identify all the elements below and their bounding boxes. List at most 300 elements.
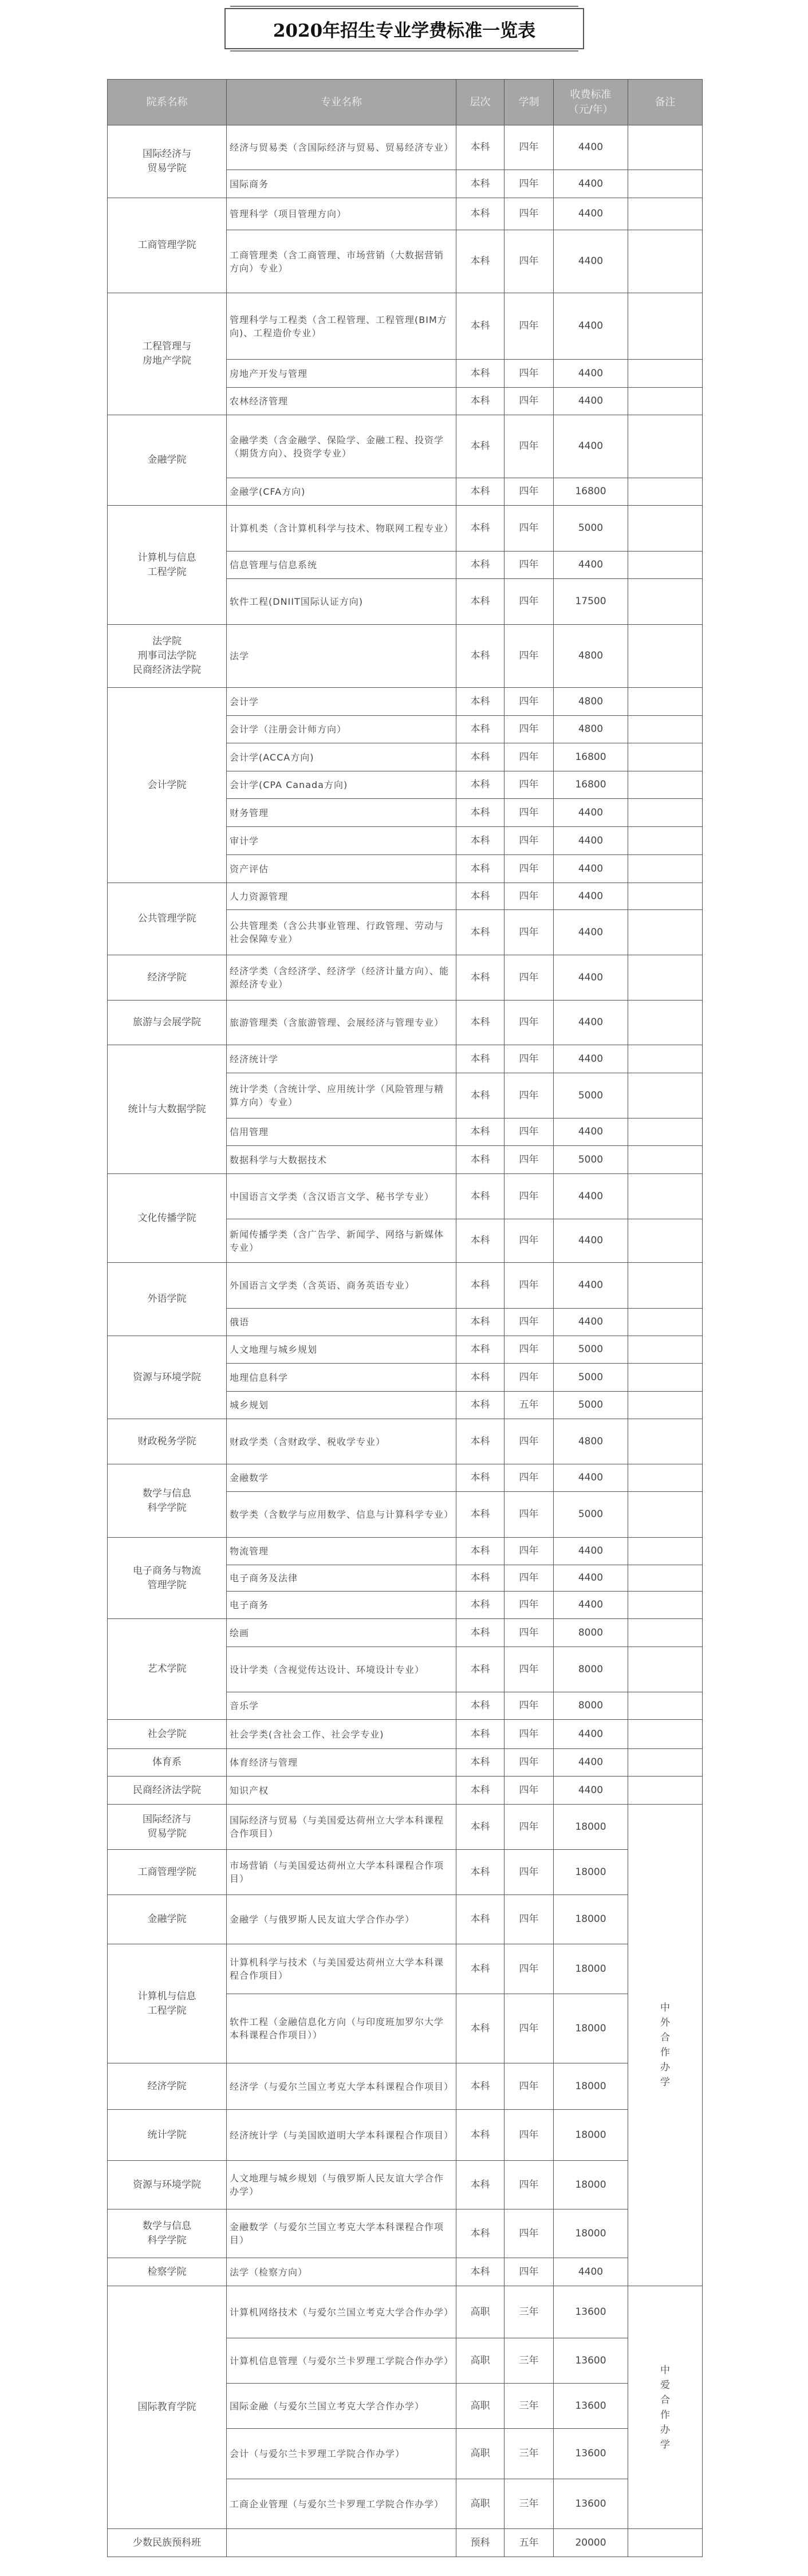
level-cell: 高职 [456, 2384, 504, 2429]
remark-cell [628, 579, 703, 625]
college-cell: 数学与信息 科学学院 [108, 2209, 227, 2258]
table-row [108, 2258, 703, 2286]
level-cell: 本科 [456, 2063, 504, 2110]
major-name-cell: 地理信息科学 [227, 1364, 456, 1392]
level-cell: 高职 [456, 2286, 504, 2338]
duration-cell: 四年 [504, 198, 554, 230]
major-name-cell: 农林经济管理 [227, 388, 456, 415]
level-cell: 本科 [456, 1336, 504, 1364]
fee-cell: 4400 [554, 910, 628, 955]
college-cell: 民商经济法学院 [108, 1777, 227, 1805]
major-name-cell: 设计学类（含视觉传达设计、环境设计专业） [227, 1647, 456, 1692]
level-cell: 本科 [456, 688, 504, 716]
duration-cell: 四年 [504, 1045, 554, 1073]
fee-cell: 17500 [554, 579, 628, 625]
level-cell: 本科 [456, 855, 504, 883]
level-cell: 本科 [456, 2110, 504, 2161]
level-cell: 本科 [456, 955, 504, 1001]
major-name-cell: 人力资源管理 [227, 883, 456, 910]
fee-cell: 4400 [554, 1464, 628, 1492]
remark-cell [628, 1492, 703, 1538]
major-name-cell: 管理科学（项目管理方向） [227, 198, 456, 230]
major-name-cell: 财政学类（含财政学、税收学专业） [227, 1419, 456, 1464]
fee-cell: 18000 [554, 1850, 628, 1895]
fee-cell: 18000 [554, 1895, 628, 1944]
major-name-cell: 计算机科学与技术（与美国爱达荷州立大学本科课程合作项目） [227, 1944, 456, 1994]
remark-text: 中外合作办学 [660, 2002, 670, 2088]
duration-cell: 四年 [504, 1001, 554, 1045]
fee-cell: 8000 [554, 1619, 628, 1647]
college-cell: 金融学院 [108, 415, 227, 506]
major-name-cell: 新闻传播学类（含广告学、新闻学、网络与新媒体专业） [227, 1219, 456, 1263]
remark-cell [628, 1219, 703, 1263]
remark-cell [628, 1619, 703, 1647]
fee-cell: 16800 [554, 743, 628, 771]
major-name-cell: 信息管理与信息系统 [227, 552, 456, 579]
fee-cell: 5000 [554, 1392, 628, 1419]
level-cell: 本科 [456, 1419, 504, 1464]
fee-cell: 4400 [554, 415, 628, 478]
duration-cell: 四年 [504, 855, 554, 883]
remark-cell [628, 1777, 703, 1805]
level-cell: 本科 [456, 1492, 504, 1538]
level-cell: 本科 [456, 478, 504, 506]
major-name-cell: 国际金融（与爱尔兰国立考克大学合作办学） [227, 2384, 456, 2429]
level-cell: 本科 [456, 1118, 504, 1146]
major-name-cell: 音乐学 [227, 1692, 456, 1720]
duration-cell: 四年 [504, 1118, 554, 1146]
remark-cell [628, 688, 703, 716]
fee-cell: 4400 [554, 1777, 628, 1805]
level-cell: 本科 [456, 1174, 504, 1219]
major-name-cell: 财务管理 [227, 799, 456, 827]
remark-cell [628, 827, 703, 855]
level-cell: 本科 [456, 1944, 504, 1994]
major-name-cell: 会计学 [227, 688, 456, 716]
remark-cell [628, 1464, 703, 1492]
fee-cell: 4400 [554, 170, 628, 198]
level-cell: 本科 [456, 1720, 504, 1749]
remark-cell [628, 883, 703, 910]
level-cell: 本科 [456, 716, 504, 743]
duration-cell: 四年 [504, 415, 554, 478]
table-row [108, 1336, 703, 1364]
major-name-cell: 法学 [227, 625, 456, 688]
college-cell: 体育系 [108, 1749, 227, 1777]
remark-cell [628, 1263, 703, 1309]
fee-cell: 4800 [554, 688, 628, 716]
college-cell: 旅游与会展学院 [108, 1001, 227, 1045]
table-row [108, 1045, 703, 1073]
fee-cell: 4400 [554, 1263, 628, 1309]
fee-cell: 4400 [554, 827, 628, 855]
header-duration: 学制 [504, 80, 554, 125]
college-cell: 金融学院 [108, 1895, 227, 1944]
duration-cell: 四年 [504, 1219, 554, 1263]
fee-cell: 20000 [554, 2529, 628, 2557]
table-row [108, 1720, 703, 1749]
duration-cell: 四年 [504, 388, 554, 415]
remark-cell [628, 1647, 703, 1692]
remark-cell [628, 1336, 703, 1364]
major-name-cell: 经济学（与爱尔兰国立考克大学本科课程合作项目） [227, 2063, 456, 2110]
table-row [108, 1895, 703, 1944]
major-name-cell: 房地产开发与管理 [227, 360, 456, 388]
remark-cell [628, 125, 703, 170]
remark-cell [628, 1392, 703, 1419]
level-cell: 本科 [456, 1464, 504, 1492]
duration-cell: 四年 [504, 1994, 554, 2063]
fee-cell: 4400 [554, 1538, 628, 1565]
fee-cell: 18000 [554, 2110, 628, 2161]
remark-cell [628, 1692, 703, 1720]
major-name-cell: 体育经济与管理 [227, 1749, 456, 1777]
fee-cell: 4400 [554, 360, 628, 388]
duration-cell: 四年 [504, 771, 554, 799]
major-name-cell: 计算机类（含计算机科学与技术、物联网工程专业） [227, 506, 456, 552]
college-cell: 外语学院 [108, 1263, 227, 1336]
table-row [108, 1538, 703, 1565]
duration-cell: 四年 [504, 1720, 554, 1749]
table-row [108, 1850, 703, 1895]
header-major: 专业名称 [227, 80, 456, 125]
fee-cell: 13600 [554, 2429, 628, 2479]
level-cell: 本科 [456, 799, 504, 827]
remark-cell [628, 388, 703, 415]
table-row [108, 2529, 703, 2557]
major-name-cell: 计算机网络技术（与爱尔兰国立考克大学合作办学） [227, 2286, 456, 2338]
duration-cell: 四年 [504, 743, 554, 771]
fee-cell: 16800 [554, 478, 628, 506]
college-cell: 财政税务学院 [108, 1419, 227, 1464]
major-name-cell: 管理科学与工程类（含工程管理、工程管理(BIM方向)、工程造价专业） [227, 293, 456, 360]
level-cell: 本科 [456, 293, 504, 360]
level-cell: 本科 [456, 1994, 504, 2063]
duration-cell: 四年 [504, 125, 554, 170]
major-name-cell: 会计学(ACCA方向) [227, 743, 456, 771]
duration-cell: 四年 [504, 506, 554, 552]
remark-cell [628, 1538, 703, 1565]
level-cell: 本科 [456, 230, 504, 293]
fee-cell: 4400 [554, 125, 628, 170]
college-cell: 公共管理学院 [108, 883, 227, 955]
duration-cell: 四年 [504, 2161, 554, 2209]
duration-cell: 四年 [504, 1538, 554, 1565]
college-cell: 国际教育学院 [108, 2286, 227, 2529]
fee-cell: 13600 [554, 2338, 628, 2384]
fee-cell: 4400 [554, 1309, 628, 1336]
major-name-cell: 金融学类（含金融学、保险学、金融工程、投资学（期货方向）、投资学专业） [227, 415, 456, 478]
duration-cell: 四年 [504, 1895, 554, 1944]
duration-cell: 四年 [504, 688, 554, 716]
major-name-cell: 资产评估 [227, 855, 456, 883]
major-name-cell: 城乡规划 [227, 1392, 456, 1419]
level-cell: 本科 [456, 170, 504, 198]
level-cell: 本科 [456, 388, 504, 415]
duration-cell: 四年 [504, 1309, 554, 1336]
remark-text: 中爱合作办学 [660, 2364, 670, 2451]
level-cell: 本科 [456, 771, 504, 799]
level-cell: 本科 [456, 1749, 504, 1777]
major-name-cell: 法学（检察方向） [227, 2258, 456, 2286]
duration-cell: 四年 [504, 478, 554, 506]
college-cell: 经济学院 [108, 2063, 227, 2110]
fee-cell: 13600 [554, 2286, 628, 2338]
remark-cell [628, 1045, 703, 1073]
table-row [108, 2209, 703, 2258]
fee-cell: 18000 [554, 1944, 628, 1994]
major-name-cell: 物流管理 [227, 1538, 456, 1565]
level-cell: 本科 [456, 415, 504, 478]
level-cell: 本科 [456, 1364, 504, 1392]
major-name-cell: 经济与贸易类（含国际经济与贸易、贸易经济专业） [227, 125, 456, 170]
level-cell: 本科 [456, 1219, 504, 1263]
level-cell: 高职 [456, 2479, 504, 2529]
remark-cell [628, 1146, 703, 1174]
college-cell: 工商管理学院 [108, 1850, 227, 1895]
duration-cell: 四年 [504, 625, 554, 688]
major-name-cell: 数据科学与大数据技术 [227, 1146, 456, 1174]
major-name-cell: 电子商务及法律 [227, 1565, 456, 1592]
fee-cell: 4400 [554, 1720, 628, 1749]
table-row [108, 955, 703, 1001]
level-cell: 本科 [456, 743, 504, 771]
duration-cell: 四年 [504, 1146, 554, 1174]
duration-cell: 三年 [504, 2286, 554, 2338]
duration-cell: 三年 [504, 2338, 554, 2384]
college-cell: 检察学院 [108, 2258, 227, 2286]
remark-cell [628, 910, 703, 955]
fee-cell: 18000 [554, 1805, 628, 1850]
duration-cell: 四年 [504, 1263, 554, 1309]
level-cell: 本科 [456, 198, 504, 230]
fee-cell: 4400 [554, 552, 628, 579]
college-cell: 社会学院 [108, 1720, 227, 1749]
fee-cell: 4400 [554, 1219, 628, 1263]
fee-cell: 4400 [554, 1592, 628, 1619]
level-cell: 本科 [456, 1895, 504, 1944]
level-cell: 本科 [456, 360, 504, 388]
table-row [108, 1174, 703, 1219]
major-name-cell: 工商管理类（含工商管理、市场营销（大数据营销方向）专业） [227, 230, 456, 293]
duration-cell: 四年 [504, 1805, 554, 1850]
level-cell: 高职 [456, 2429, 504, 2479]
major-name-cell: 软件工程(DNIIT国际认证方向) [227, 579, 456, 625]
major-name-cell: 外国语言文学类（含英语、商务英语专业） [227, 1263, 456, 1309]
remark-cell [628, 552, 703, 579]
remark-cell [628, 625, 703, 688]
table-row [108, 125, 703, 170]
fee-cell: 4400 [554, 293, 628, 360]
remark-cell [628, 360, 703, 388]
level-cell: 本科 [456, 1538, 504, 1565]
level-cell: 高职 [456, 2338, 504, 2384]
duration-cell: 四年 [504, 716, 554, 743]
major-name-cell: 知识产权 [227, 1777, 456, 1805]
college-cell: 工商管理学院 [108, 198, 227, 293]
major-name-cell: 信用管理 [227, 1118, 456, 1146]
duration-cell: 四年 [504, 1592, 554, 1619]
fee-cell: 13600 [554, 2384, 628, 2429]
fee-cell: 4400 [554, 230, 628, 293]
header-level: 层次 [456, 80, 504, 125]
major-name-cell: 绘画 [227, 1619, 456, 1647]
table-row [108, 1464, 703, 1492]
fee-cell: 5000 [554, 1146, 628, 1174]
remark-cell [628, 1565, 703, 1592]
major-name-cell: 国际商务 [227, 170, 456, 198]
duration-cell: 四年 [504, 360, 554, 388]
level-cell: 本科 [456, 506, 504, 552]
level-cell: 本科 [456, 1565, 504, 1592]
remark-cell [628, 771, 703, 799]
fee-cell: 5000 [554, 1364, 628, 1392]
duration-cell: 四年 [504, 1692, 554, 1720]
table-row [108, 2110, 703, 2161]
college-cell: 少数民族预科班 [108, 2529, 227, 2557]
level-cell: 本科 [456, 2209, 504, 2258]
table-row [108, 1419, 703, 1464]
duration-cell: 四年 [504, 1777, 554, 1805]
table-row [108, 1944, 703, 1994]
duration-cell: 四年 [504, 910, 554, 955]
major-name-cell: 电子商务 [227, 1592, 456, 1619]
college-cell: 统计与大数据学院 [108, 1045, 227, 1174]
fee-cell: 8000 [554, 1647, 628, 1692]
duration-cell: 四年 [504, 827, 554, 855]
duration-cell: 四年 [504, 799, 554, 827]
duration-cell: 四年 [504, 1336, 554, 1364]
fee-cell: 4400 [554, 883, 628, 910]
remark-cell [628, 1174, 703, 1219]
fee-cell: 18000 [554, 2161, 628, 2209]
college-cell: 统计学院 [108, 2110, 227, 2161]
remark-cell [628, 2529, 703, 2557]
table-row [108, 2286, 703, 2338]
duration-cell: 四年 [504, 1647, 554, 1692]
duration-cell: 三年 [504, 2384, 554, 2429]
table-row [108, 688, 703, 716]
major-name-cell: 金融学（与俄罗斯人民友谊大学合作办学） [227, 1895, 456, 1944]
major-name-cell [227, 2529, 456, 2557]
major-name-cell: 金融学(CFA方向) [227, 478, 456, 506]
table-row [108, 883, 703, 910]
duration-cell: 五年 [504, 1392, 554, 1419]
college-cell: 计算机与信息 工程学院 [108, 1944, 227, 2063]
level-cell: 本科 [456, 1619, 504, 1647]
duration-cell: 四年 [504, 1073, 554, 1118]
remark-cell [628, 230, 703, 293]
major-name-cell: 数学类（含数学与应用数学、信息与计算科学专业） [227, 1492, 456, 1538]
level-cell: 本科 [456, 1592, 504, 1619]
level-cell: 本科 [456, 2161, 504, 2209]
level-cell: 本科 [456, 125, 504, 170]
duration-cell: 四年 [504, 2258, 554, 2286]
fee-cell: 4400 [554, 1174, 628, 1219]
remark-cell [628, 1419, 703, 1464]
major-name-cell: 经济统计学（与美国欧道明大学本科课程合作项目） [227, 2110, 456, 2161]
major-name-cell: 金融数学 [227, 1464, 456, 1492]
remark-cell [628, 198, 703, 230]
major-name-cell: 旅游管理类（含旅游管理、会展经济与管理专业） [227, 1001, 456, 1045]
duration-cell: 四年 [504, 552, 554, 579]
remark-cell [628, 2286, 703, 2529]
college-cell: 法学院 刑事司法学院 民商经济法学院 [108, 625, 227, 688]
table-row [108, 415, 703, 478]
level-cell: 本科 [456, 2258, 504, 2286]
fee-cell: 16800 [554, 771, 628, 799]
remark-cell [628, 170, 703, 198]
remark-cell [628, 799, 703, 827]
level-cell: 本科 [456, 552, 504, 579]
fee-cell: 5000 [554, 506, 628, 552]
duration-cell: 四年 [504, 883, 554, 910]
duration-cell: 四年 [504, 2209, 554, 2258]
remark-cell [628, 1118, 703, 1146]
college-cell: 艺术学院 [108, 1619, 227, 1720]
level-cell: 本科 [456, 1073, 504, 1118]
duration-cell: 四年 [504, 1364, 554, 1392]
major-name-cell: 市场营销（与美国爱达荷州立大学本科课程合作项目） [227, 1850, 456, 1895]
major-name-cell: 社会学类(含社会工作、社会学专业) [227, 1720, 456, 1749]
duration-cell: 五年 [504, 2529, 554, 2557]
level-cell: 本科 [456, 579, 504, 625]
table-row [108, 1619, 703, 1647]
duration-cell: 四年 [504, 293, 554, 360]
duration-cell: 四年 [504, 2110, 554, 2161]
duration-cell: 四年 [504, 955, 554, 1001]
fee-cell: 4800 [554, 1419, 628, 1464]
major-name-cell: 软件工程（金融信息化方向（与印度班加罗尔大学本科课程合作项目）） [227, 1994, 456, 2063]
header-college: 院系名称 [108, 80, 227, 125]
level-cell: 本科 [456, 1001, 504, 1045]
major-name-cell: 统计学类（含统计学、应用统计学（风险管理与精算方向）专业） [227, 1073, 456, 1118]
remark-cell [628, 1364, 703, 1392]
table-row [108, 1749, 703, 1777]
level-cell: 本科 [456, 1805, 504, 1850]
major-name-cell: 审计学 [227, 827, 456, 855]
title-text: 2020年招生专业学费标准一览表 [273, 20, 536, 41]
remark-cell [628, 1073, 703, 1118]
page-title [224, 8, 584, 49]
fee-cell: 4400 [554, 198, 628, 230]
duration-cell: 四年 [504, 1850, 554, 1895]
college-cell: 工程管理与 房地产学院 [108, 293, 227, 415]
level-cell: 预科 [456, 2529, 504, 2557]
duration-cell: 四年 [504, 2063, 554, 2110]
remark-cell [628, 1749, 703, 1777]
fee-cell: 4400 [554, 1001, 628, 1045]
duration-cell: 四年 [504, 579, 554, 625]
duration-cell: 四年 [504, 1464, 554, 1492]
major-name-cell: 工商企业管理（与爱尔兰卡罗理工学院合作办学） [227, 2479, 456, 2529]
table-row [108, 1001, 703, 1045]
duration-cell: 三年 [504, 2479, 554, 2529]
duration-cell: 四年 [504, 170, 554, 198]
table-row [108, 1263, 703, 1309]
table-row [108, 1777, 703, 1805]
remark-cell [628, 1720, 703, 1749]
level-cell: 本科 [456, 1146, 504, 1174]
major-name-cell: 俄语 [227, 1309, 456, 1336]
tuition-table [107, 79, 703, 2557]
major-name-cell: 人文地理与城乡规划（与俄罗斯人民友谊大学合作办学） [227, 2161, 456, 2209]
college-cell: 电子商务与物流 管理学院 [108, 1538, 227, 1619]
fee-cell: 8000 [554, 1692, 628, 1720]
remark-cell [628, 855, 703, 883]
level-cell: 本科 [456, 1850, 504, 1895]
fee-cell: 4400 [554, 799, 628, 827]
